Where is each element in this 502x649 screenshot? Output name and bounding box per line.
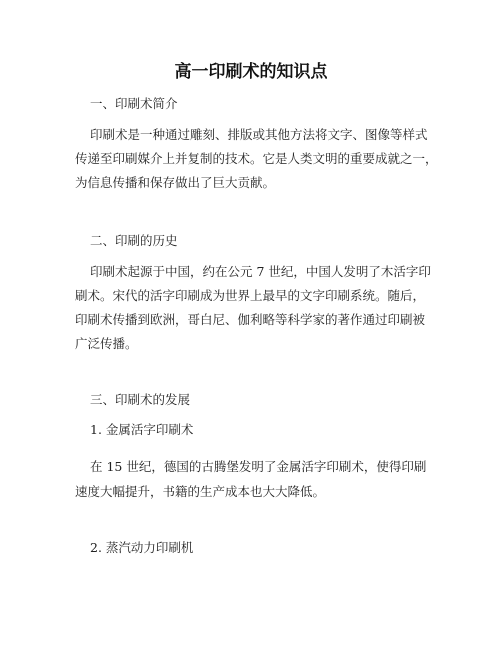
paragraph-line: 广泛传播。: [75, 336, 138, 351]
subsection-heading-steam-press: 2. 蒸汽动力印刷机: [90, 540, 194, 555]
paragraph-line: 传递至印刷媒介上并复制的技术。它是人类文明的重要成就之一，: [75, 151, 438, 166]
section-heading-development: 三、印刷术的发展: [90, 392, 191, 407]
paragraph-line: 为信息传播和保存做出了巨大贡献。: [75, 175, 276, 190]
subsection-heading-metal-type: 1. 金属活字印刷术: [90, 422, 194, 437]
section-heading-history: 二、印刷的历史: [90, 233, 178, 248]
paragraph-line: 印刷术起源于中国，约在公元 7 世纪，中国人发明了木活字印: [90, 264, 431, 279]
paragraph-line: 印刷术是一种通过雕刻、排版或其他方法将文字、图像等样式: [90, 127, 428, 142]
document-title: 高一印刷术的知识点: [174, 62, 328, 82]
section-heading-intro: 一、印刷术简介: [90, 96, 178, 111]
paragraph-line: 速度大幅提升，书籍的生产成本也大大降低。: [75, 484, 326, 499]
paragraph-line: 刷术。宋代的活字印刷成为世界上最早的文字印刷系统。随后，: [75, 288, 426, 303]
paragraph-line: 印刷术传播到欧洲，哥白尼、伽利略等科学家的著作通过印刷被: [75, 312, 426, 327]
paragraph-line: 在 15 世纪，德国的古腾堡发明了金属活字印刷术，使得印刷: [90, 459, 427, 474]
